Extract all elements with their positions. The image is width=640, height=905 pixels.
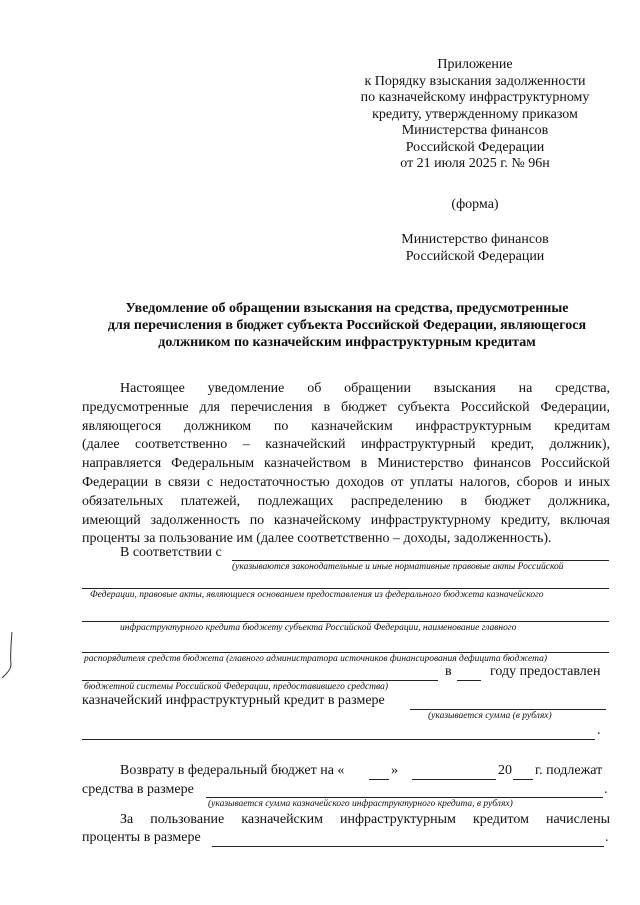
administrator-caption: бюджетной системы Российской Федерации, предоставившего средства) bbox=[84, 682, 388, 692]
title-line: должником по казначейским инфраструктурным кредитам bbox=[158, 335, 536, 350]
legal-basis-caption-2: Федерации, правовые акты, являющиеся основанием предоставления из федерального бюджета казначейского bbox=[90, 590, 544, 600]
repayment-period: . bbox=[604, 782, 608, 797]
quote-close: » bbox=[391, 763, 398, 778]
legal-basis-caption-4: распорядителя средств бюджета (главного администратора источников финансирования дефицита бюджета) bbox=[84, 654, 547, 664]
appendix-line: кредиту, утвержденному приказом bbox=[372, 106, 578, 122]
repayment-caption: (указывается сумма казначейского инфраструктурного кредита, в рублях) bbox=[208, 799, 513, 809]
legal-basis-caption-3: инфраструктурного кредита бюджету субъекта Российской Федерации, наименование главного bbox=[120, 623, 517, 633]
repayment-year-prefix: 20 bbox=[498, 763, 512, 778]
legal-basis-field-3[interactable] bbox=[82, 621, 609, 622]
title-line: для перечисления в бюджет субъекта Российской Федерации, являющегося bbox=[107, 318, 587, 333]
repayment-month-field[interactable] bbox=[412, 779, 496, 780]
paragraph-line: проценты за пользование им (далее соответственно – доходы, задолженность). bbox=[82, 531, 552, 547]
interest-period: . bbox=[605, 830, 609, 845]
paragraph-line: обязательных платежей, подлежащих распределению в бюджет должника, bbox=[82, 493, 610, 509]
appendix-line: к Порядку взыскания задолженности bbox=[364, 73, 586, 89]
year-field[interactable] bbox=[457, 680, 481, 681]
appendix-line: Министерства финансов bbox=[401, 123, 549, 138]
form-label: (форма) bbox=[451, 197, 499, 212]
legal-basis-field[interactable] bbox=[232, 560, 609, 561]
recipient-line: Министерство финансов bbox=[401, 232, 549, 247]
interest-amount-label: проценты в размере bbox=[82, 830, 201, 845]
period: . bbox=[597, 723, 601, 738]
credit-amount-label: казначейский инфраструктурный кредит в размере bbox=[82, 693, 385, 708]
paragraph-line: Федерации в связи с недостаточностью доходов от уплаты налогов, сборов и иных bbox=[82, 474, 610, 490]
repayment-amount-label: средства в размере bbox=[82, 782, 194, 797]
repayment-subject: г. подлежат bbox=[535, 763, 603, 778]
interest-paragraph bbox=[82, 811, 610, 830]
paragraph-line: являющегося должником по казначейским инфраструктурным кредитам bbox=[82, 418, 610, 434]
credit-amount-words-field[interactable] bbox=[82, 739, 595, 740]
interest-line: За пользование казначейским инфраструктурным кредитом начислены bbox=[120, 812, 610, 827]
year-provided-label: году предоставлен bbox=[490, 664, 601, 679]
paragraph-line: имеющий задолженность по казначейскому инфраструктурному кредиту, включая bbox=[82, 512, 610, 528]
accordance-label: В соответствии с bbox=[120, 545, 222, 560]
appendix-header bbox=[340, 57, 610, 173]
repayment-label: Возврату в федеральный бюджет на « bbox=[120, 763, 345, 778]
margin-mark-icon bbox=[0, 630, 16, 680]
year-in-label: в bbox=[445, 664, 452, 679]
appendix-line: Приложение bbox=[437, 57, 513, 72]
recipient-line: Российской Федерации bbox=[405, 248, 545, 264]
notice-paragraph bbox=[82, 380, 610, 549]
document-title bbox=[74, 300, 620, 351]
repayment-year-field[interactable] bbox=[513, 779, 533, 780]
title-line: Уведомление об обращении взыскания на средства, предусмотренные bbox=[125, 301, 569, 316]
paragraph-line: направляется Федеральным казначейством в Министерство финансов Российской bbox=[82, 456, 610, 472]
credit-amount-field[interactable] bbox=[410, 709, 606, 710]
administrator-field[interactable] bbox=[82, 680, 438, 681]
appendix-line: от 21 июля 2025 г. № 96н bbox=[400, 156, 550, 171]
legal-basis-caption: (указываются законодательные и иные нормативные правовые акты Российской bbox=[232, 562, 564, 572]
repayment-amount-field[interactable] bbox=[206, 797, 603, 798]
appendix-line: Российской Федерации bbox=[405, 139, 545, 155]
repayment-day-field[interactable] bbox=[369, 779, 389, 780]
legal-basis-field-2[interactable] bbox=[82, 588, 609, 589]
legal-basis-field-4[interactable] bbox=[82, 652, 609, 653]
appendix-line: по казначейскому инфраструктурному bbox=[360, 90, 590, 105]
paragraph-line: Настоящее уведомление об обращении взыскания на средства, bbox=[120, 381, 610, 396]
interest-amount-field[interactable] bbox=[212, 846, 604, 847]
paragraph-line: предусмотренные для перечисления в бюджет субъекта Российской Федерации, bbox=[82, 399, 610, 415]
recipient-block bbox=[340, 232, 610, 265]
paragraph-line: (далее соответственно – казначейский инфраструктурный кредит, должник), bbox=[82, 437, 610, 453]
credit-amount-caption: (указывается сумма (в рублях) bbox=[428, 711, 552, 721]
